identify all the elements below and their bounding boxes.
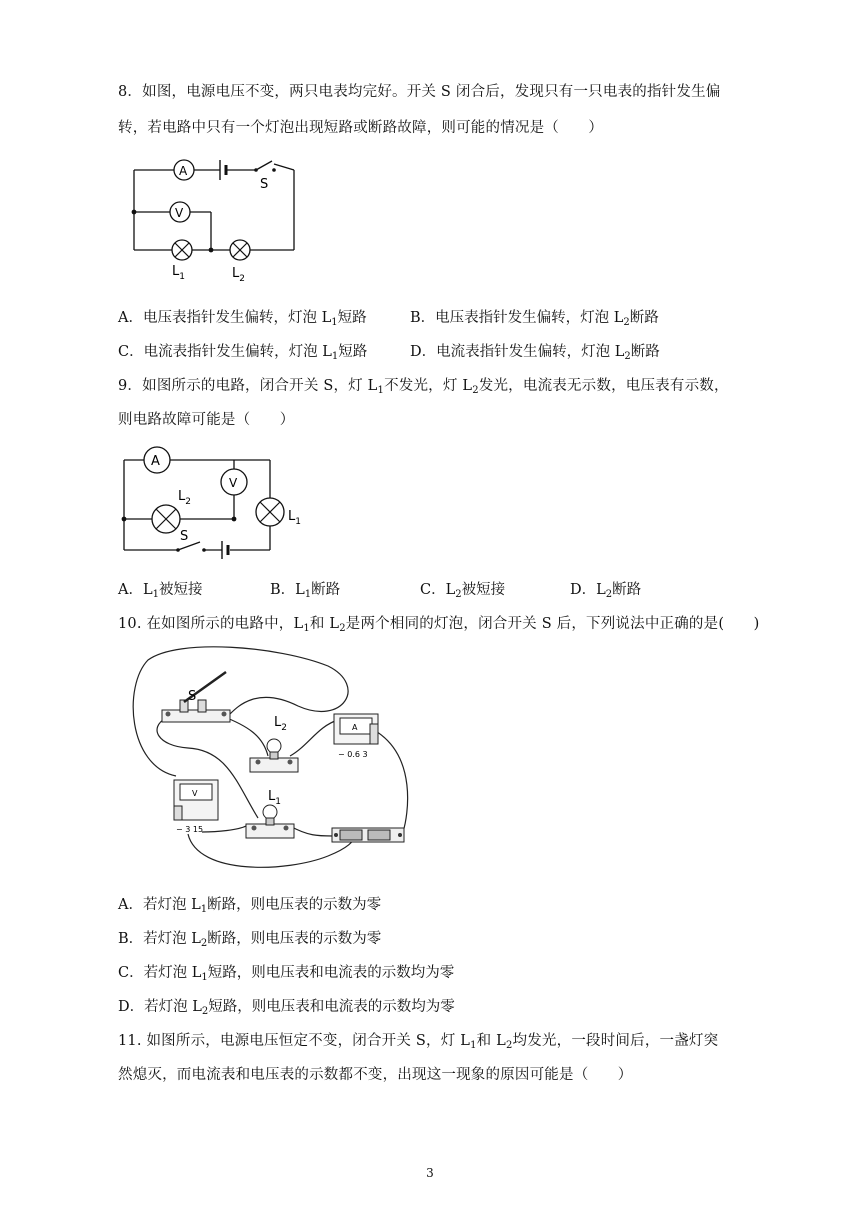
q9-voltmeter-label: V [229,476,238,490]
q9-option-d[interactable] [570,578,641,600]
q11-stem-line2: 然熄灭，而电流表和电压表的示数都不变，出现这一现象的原因可能是（ ） [118,1067,633,1083]
q9-option-c[interactable] [420,578,505,600]
q10-option-c-sub: 1 [201,972,208,983]
q11-stem-sub1: 1 [470,1040,477,1051]
q8-l2-sub: 2 [239,274,245,284]
q10-battery-icon [332,828,404,842]
q9-l2-label: L [178,489,186,504]
q10-option-a-tail: 断路，则电压表的示数为零 [207,897,382,913]
q8-option-c[interactable] [118,340,367,362]
q8-option-a-tail: 短路 [337,310,367,326]
q9-stem-sub2: 2 [472,385,479,396]
q11-stem-1a: 11. 如图所示，电源电压恒定不变，闭合开关 S，灯 L [118,1033,471,1049]
q8-option-c-sub: 1 [331,351,339,362]
q9-option-a-sub: 1 [152,589,159,600]
q9-option-c-sub: 2 [455,589,462,600]
q10-stem [118,612,759,634]
q11-stem-1b: 和 L [476,1033,506,1049]
q8-option-c-text: C．电流表指针发生偏转，灯泡 L [118,344,332,360]
q10-voltmeter-icon [174,780,218,820]
q10-circuit-picture [118,646,418,876]
q9-option-d-sub: 2 [605,589,613,600]
q8-switch-icon [272,168,276,172]
q8-stem-line1: 8．如图，电源电压不变，两只电表均完好。开关 S 闭合后，发现只有一只电表的指针发生偏 [118,84,721,100]
q8-lamp-l1-icon [172,240,192,260]
q10-switch-label: S [188,689,197,704]
q9-option-b-text: B．L [270,582,305,598]
q9-l1-sub: 1 [295,517,301,527]
q9-switch-icon [202,548,206,552]
q8-option-a-text: A．电压表指针发生偏转，灯泡 L [118,310,332,326]
q10-l2-sub: 2 [281,723,287,733]
q10-option-b-tail: 断路，则电压表的示数为零 [207,931,382,947]
q9-switch-label: S [180,529,189,544]
q9-ammeter-label: A [151,454,160,469]
q9-option-d-text: D．L [570,582,606,598]
q10-option-b-sub: 2 [200,938,208,949]
q10-option-a[interactable] [118,893,381,915]
q10-option-a-text: A．若灯泡 L [118,897,201,913]
q9-stem-1a: 9．如图所示的电路，闭合开关 S，灯 L [118,378,378,394]
q8-l1-sub: 1 [179,272,185,282]
q10-option-d-text: D．若灯泡 L [118,999,202,1015]
q10-voltmeter-scale: − 3 15 [176,825,204,834]
q9-option-a[interactable] [118,578,202,600]
q9-option-c-text: C．L [420,582,456,598]
q9-lamp-l1-icon [256,498,284,526]
q8-option-c-tail: 短路 [338,344,368,360]
q10-option-c[interactable] [118,961,454,983]
q8-option-b-text: B．电压表指针发生偏转，灯泡 L [410,310,624,326]
q8-option-b-tail: 断路 [629,310,659,326]
svg-text:L2 [232,266,245,284]
q10-option-c-text: C．若灯泡 L [118,965,202,981]
q9-option-b-tail: 断路 [311,582,341,598]
q9-stem-sub1: 1 [377,385,385,396]
q8-l1-label: L [172,264,180,279]
q9-l1-label: L [288,509,296,524]
svg-text:L1 [172,264,185,282]
q8-option-d-text: D．电流表指针发生偏转，灯泡 L [410,344,625,360]
q9-option-b[interactable] [270,578,340,600]
q8-voltmeter-label: V [175,206,184,220]
q10-l2-label: L [274,715,282,730]
q11-stem-1c: 均发光，一段时间后，一盏灯突 [512,1033,719,1049]
q10-stem-a: 10. 在如图所示的电路中，L [118,616,304,632]
q9-option-d-tail: 断路 [612,582,642,598]
q9-option-c-tail: 被短接 [461,582,506,598]
q10-ammeter-face: A [352,723,358,732]
q8-switch-label: S [260,177,269,192]
q9-circuit-diagram [118,444,318,559]
q9-option-b-sub: 1 [304,589,312,600]
svg-text:L2 [274,715,287,733]
q8-stem-line2: 转，若电路中只有一个灯泡出现短路或断路故障，则可能的情况是（ ） [118,120,604,136]
q10-stem-sub2: 2 [339,623,346,634]
q10-ammeter-icon [334,714,378,744]
q9-stem-line2: 则电路故障可能是（ ） [118,412,295,428]
q9-option-a-text: A．L [118,582,153,598]
q10-option-d-sub: 2 [201,1006,209,1017]
q10-voltmeter-face: V [192,789,198,798]
q10-stem-b: 和 L [309,616,340,632]
q8-option-d[interactable] [410,340,660,362]
q8-option-d-sub: 2 [624,351,631,362]
q10-stem-sub1: 1 [303,623,310,634]
q10-l1-sub: 1 [275,797,281,807]
q8-option-b[interactable] [410,306,659,328]
q10-ammeter-scale: − 0.6 3 [338,750,368,759]
q8-option-a[interactable] [118,306,367,328]
q9-lamp-l2-icon [152,505,180,533]
q8-circuit-diagram [120,150,310,290]
q9-stem-1b: 不发光，灯 L [384,378,473,394]
q11-stem-sub2: 2 [505,1040,513,1051]
q8-l2-label: L [232,266,240,281]
q8-option-b-sub: 2 [623,317,630,328]
q11-stem-line1 [118,1029,718,1051]
q9-l2-sub: 2 [185,497,191,507]
svg-text:L2 [178,489,191,507]
q10-l1-label: L [268,789,276,804]
page-number: 3 [426,1166,434,1180]
q10-option-a-sub: 1 [200,904,208,915]
q8-ammeter-label: A [179,164,188,178]
q8-option-a-sub: 1 [331,317,338,328]
q9-option-a-tail: 被短接 [158,582,203,598]
q10-option-c-tail: 短路，则电压表和电流表的示数均为零 [207,965,455,981]
q10-option-b-text: B．若灯泡 L [118,931,201,947]
q8-option-d-tail: 断路 [630,344,660,360]
svg-text:L1 [288,509,301,527]
q8-lamp-l2-icon [230,240,250,260]
q9-stem-line1 [118,374,729,396]
q10-option-b[interactable] [118,927,381,949]
q10-option-d-tail: 短路，则电压表和电流表的示数均为零 [208,999,455,1015]
q10-option-d[interactable] [118,995,455,1017]
q10-stem-c: 是两个相同的灯泡，闭合开关 S 后，下列说法中正确的是( ) [345,616,760,632]
q9-stem-1c: 发光，电流表无示数，电压表有示数， [478,378,729,394]
svg-text:L1 [268,789,281,807]
